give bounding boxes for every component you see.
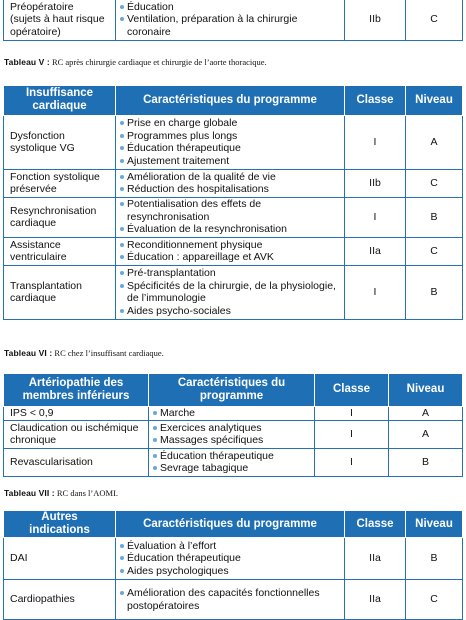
header-classe: Classe xyxy=(345,511,406,538)
table-row xyxy=(4,197,463,237)
program-item: Spécificités de la chirurgie, de la physiologie, xyxy=(120,280,338,293)
header-caracteristiques: Caractéristiques du programme xyxy=(149,374,315,406)
label-line: opératoire) xyxy=(10,25,61,38)
header-insuffisance: Insuffisance cardiaque xyxy=(4,86,116,115)
table-vi xyxy=(3,86,463,320)
niveau-cell: B xyxy=(389,448,463,476)
caption-table-vi xyxy=(4,348,164,358)
table-header xyxy=(4,86,463,115)
program-item: Réduction des hospitalisations xyxy=(120,183,338,196)
program-item: Marche xyxy=(153,407,308,420)
header-caracteristiques: Caractéristiques du programme xyxy=(116,86,345,115)
program-item: Amélioration de la qualité de vie xyxy=(120,171,338,184)
niveau-cell: C xyxy=(406,0,463,41)
program-cell xyxy=(116,237,345,265)
niveau-cell: B xyxy=(406,538,463,580)
table-vii xyxy=(3,374,463,477)
caption-table-v xyxy=(4,57,267,67)
program-item: Pré-transplantation xyxy=(120,267,338,280)
program-item: Reconditionnement physique xyxy=(120,239,338,252)
program-item: Évaluation à l’effort xyxy=(120,540,338,553)
row-label: IPS < 0,9 xyxy=(4,406,149,420)
program-item: Éducation thérapeutique xyxy=(120,142,338,155)
niveau-cell: B xyxy=(406,265,463,319)
label-line: Préopératoire xyxy=(10,0,74,13)
classe-cell: IIa xyxy=(345,237,406,265)
table-header xyxy=(4,511,463,538)
header-niveau: Niveau xyxy=(406,86,463,115)
row-label xyxy=(4,0,116,41)
classe-cell: IIb xyxy=(345,0,406,41)
program-cell xyxy=(149,448,315,476)
header-niveau: Niveau xyxy=(389,374,463,406)
program-item: Programmes plus longs xyxy=(120,130,338,143)
row-label: DAI xyxy=(4,538,116,580)
program-cell xyxy=(116,0,345,41)
niveau-cell: B xyxy=(406,197,463,237)
program-item: Aides psychologiques xyxy=(120,565,338,578)
program-item: Ventilation, préparation à la chirurgie xyxy=(120,13,338,26)
row-label: Claudication ou ischémique chronique xyxy=(4,420,149,448)
niveau-cell: C xyxy=(406,580,463,620)
header-caracteristiques: Caractéristiques du programme xyxy=(116,511,345,538)
program-item: resynchronisation xyxy=(127,210,210,223)
table-row xyxy=(4,169,463,197)
table-row xyxy=(4,115,463,169)
caption-label: Tableau V : xyxy=(4,57,50,67)
classe-cell: IIa xyxy=(345,538,406,580)
program-item: Évaluation de la resynchronisation xyxy=(120,223,338,236)
header-classe: Classe xyxy=(345,86,406,115)
table-row xyxy=(4,265,463,319)
table-header xyxy=(4,374,463,406)
niveau-cell: A xyxy=(389,420,463,448)
program-item: de l’immunologie xyxy=(127,292,206,304)
classe-cell: IIa xyxy=(345,580,406,620)
niveau-cell: C xyxy=(406,237,463,265)
row-label: Cardiopathies xyxy=(4,580,116,620)
niveau-cell: A xyxy=(389,406,463,420)
program-item: Éducation xyxy=(120,1,338,14)
header-niveau: Niveau xyxy=(406,511,463,538)
row-label: Transplantation cardiaque xyxy=(4,265,116,319)
program-cell xyxy=(149,406,315,420)
classe-cell: I xyxy=(315,406,389,420)
row-label: Resynchronisation cardiaque xyxy=(4,197,116,237)
row-label: Dysfonction systolique VG xyxy=(4,115,116,169)
caption-text: RC après chirurgie cardiaque et chirurgie de l’aorte thoracique. xyxy=(51,57,267,67)
table-row xyxy=(4,406,463,420)
program-item: Exercices analytiques xyxy=(153,422,308,435)
program-item: Ajustement traitement xyxy=(120,155,338,168)
header-arteriopathie: Artériopathie des membres inférieurs xyxy=(4,374,149,406)
classe-cell: I xyxy=(315,448,389,476)
row-label: Revascularisation xyxy=(4,448,149,476)
program-item: Éducation thérapeutique xyxy=(153,450,308,463)
row-label: Assistance ventriculaire xyxy=(4,237,116,265)
niveau-cell: A xyxy=(406,115,463,169)
caption-text: RC chez l’insuffisant cardiaque. xyxy=(54,348,164,358)
program-cell xyxy=(149,420,315,448)
niveau-cell: C xyxy=(406,169,463,197)
program-item: Amélioration des capacités fonctionnelles xyxy=(120,587,338,600)
header-autres-indications: Autres indications xyxy=(4,511,116,538)
table-row xyxy=(4,448,463,476)
program-item: Aides psycho-sociales xyxy=(120,305,338,318)
program-item: Massages spécifiques xyxy=(153,434,308,447)
label-line: (sujets à haut risque xyxy=(10,13,105,26)
caption-text: RC dans l’AOMI. xyxy=(56,488,119,498)
header-classe: Classe xyxy=(315,374,389,406)
caption-label: Tableau VI : xyxy=(4,348,53,358)
program-item: coronaire xyxy=(127,25,171,38)
program-cell xyxy=(116,169,345,197)
program-item: postopératoires xyxy=(127,599,200,612)
program-item: Potentialisation des effets de xyxy=(120,198,338,211)
table-viii xyxy=(3,511,463,620)
classe-cell: I xyxy=(345,197,406,237)
program-item: Éducation : appareillage et AVK xyxy=(120,251,338,264)
classe-cell: I xyxy=(345,265,406,319)
program-item: Éducation thérapeutique xyxy=(120,552,338,565)
table-iv-tail xyxy=(3,0,463,41)
table-row xyxy=(4,0,463,41)
program-item: Sevrage tabagique xyxy=(153,462,308,475)
table-row xyxy=(4,420,463,448)
program-cell xyxy=(116,115,345,169)
caption-table-vii xyxy=(4,488,118,498)
classe-cell: IIb xyxy=(345,169,406,197)
row-label: Fonction systolique préservée xyxy=(4,169,116,197)
table-row xyxy=(4,237,463,265)
table-row xyxy=(4,538,463,580)
program-cell xyxy=(116,538,345,580)
classe-cell: I xyxy=(345,115,406,169)
classe-cell: I xyxy=(315,420,389,448)
program-cell xyxy=(116,265,345,319)
program-item: Prise en charge globale xyxy=(120,117,338,130)
caption-label: Tableau VII : xyxy=(4,488,55,498)
program-cell xyxy=(116,197,345,237)
